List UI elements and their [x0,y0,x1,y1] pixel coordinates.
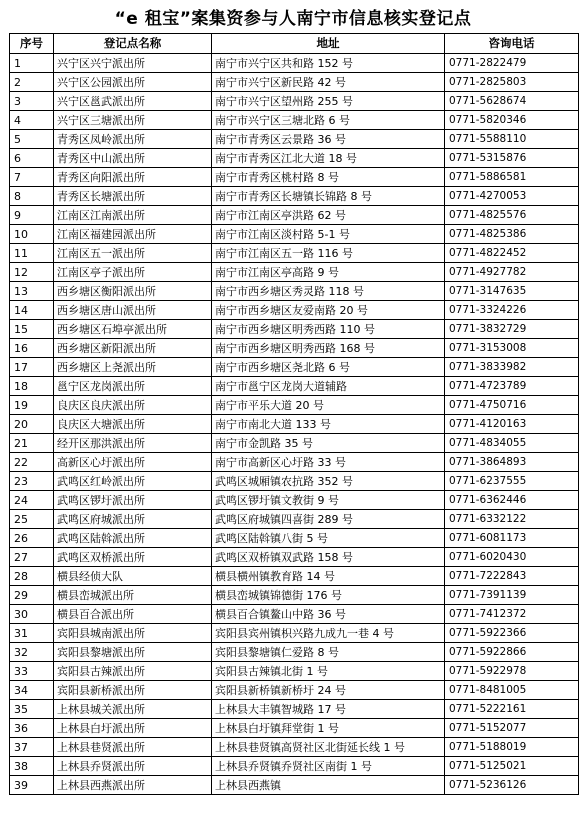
row-station-name: 横县峦城派出所 [54,586,212,605]
row-index: 20 [10,415,54,434]
row-index: 35 [10,700,54,719]
row-index: 1 [10,54,54,73]
row-index: 11 [10,244,54,263]
row-address: 南宁市青秀区江北大道 18 号 [212,149,445,168]
row-index: 14 [10,301,54,320]
row-phone: 0771-4825576 [445,206,579,225]
row-index: 10 [10,225,54,244]
row-index: 28 [10,567,54,586]
row-station-name: 宾阳县黎塘派出所 [54,643,212,662]
row-address: 宾阳县古辣镇北街 1 号 [212,662,445,681]
row-station-name: 西乡塘区唐山派出所 [54,301,212,320]
row-phone: 0771-5922366 [445,624,579,643]
row-address: 南宁市南北大道 133 号 [212,415,445,434]
row-index: 5 [10,130,54,149]
table-row [10,529,579,548]
row-phone: 0771-5125021 [445,757,579,776]
row-index: 26 [10,529,54,548]
row-phone: 0771-4270053 [445,187,579,206]
row-address: 南宁市青秀区桃村路 8 号 [212,168,445,187]
row-station-name: 高新区心圩派出所 [54,453,212,472]
row-phone: 0771-4927782 [445,263,579,282]
row-phone: 0771-5236126 [445,776,579,795]
row-phone: 0771-4822452 [445,244,579,263]
row-station-name: 横县经侦大队 [54,567,212,586]
row-address: 宾阳县黎塘镇仁爱路 8 号 [212,643,445,662]
row-phone: 0771-5922866 [445,643,579,662]
row-address: 南宁市西乡塘区尧北路 6 号 [212,358,445,377]
row-phone: 0771-5820346 [445,111,579,130]
registration-table [9,33,579,795]
row-phone: 0771-2822479 [445,54,579,73]
row-station-name: 青秀区向阳派出所 [54,168,212,187]
row-address: 上林县乔贤镇乔贤社区南街 1 号 [212,757,445,776]
row-address: 宾阳县宾州镇枳兴路九成九一巷 4 号 [212,624,445,643]
row-address: 南宁市金凯路 35 号 [212,434,445,453]
row-address: 宾阳县新桥镇新桥圩 24 号 [212,681,445,700]
row-index: 16 [10,339,54,358]
row-phone: 0771-3833982 [445,358,579,377]
row-index: 39 [10,776,54,795]
row-phone: 0771-2825803 [445,73,579,92]
row-address: 南宁市邕宁区龙岗大道辅路 [212,377,445,396]
row-index: 23 [10,472,54,491]
table-row [10,92,579,111]
row-address: 南宁市高新区心圩路 33 号 [212,453,445,472]
row-phone: 0771-6020430 [445,548,579,567]
row-station-name: 兴宁区公园派出所 [54,73,212,92]
row-index: 9 [10,206,54,225]
row-index: 15 [10,320,54,339]
row-index: 24 [10,491,54,510]
row-phone: 0771-6081173 [445,529,579,548]
table-row [10,225,579,244]
row-phone: 0771-6332122 [445,510,579,529]
document-title: “e 租宝”案集资参与人南宁市信息核实登记点 [114,9,472,29]
table-row [10,282,579,301]
table-row [10,339,579,358]
row-address: 南宁市西乡塘区明秀西路 168 号 [212,339,445,358]
header-index: 序号 [10,34,54,54]
row-station-name: 兴宁区邕武派出所 [54,92,212,111]
row-address: 上林县西燕镇 [212,776,445,795]
table-row [10,263,579,282]
table-row [10,624,579,643]
row-index: 22 [10,453,54,472]
row-phone: 0771-4825386 [445,225,579,244]
table-row [10,738,579,757]
row-station-name: 武鸣区锣圩派出所 [54,491,212,510]
table-header-row [10,34,579,54]
row-station-name: 青秀区凤岭派出所 [54,130,212,149]
table-row [10,719,579,738]
row-address: 南宁市兴宁区望州路 255 号 [212,92,445,111]
table-row [10,681,579,700]
table-row [10,548,579,567]
row-station-name: 上林县西燕派出所 [54,776,212,795]
row-phone: 0771-5188019 [445,738,579,757]
row-address: 南宁市兴宁区新民路 42 号 [212,73,445,92]
row-address: 南宁市江南区淡村路 5-1 号 [212,225,445,244]
header-phone: 咨询电话 [445,34,579,54]
row-address: 武鸣区府城镇四喜街 289 号 [212,510,445,529]
row-station-name: 邕宁区龙岗派出所 [54,377,212,396]
row-station-name: 兴宁区兴宁派出所 [54,54,212,73]
row-address: 上林县白圩镇拜堂街 1 号 [212,719,445,738]
row-address: 上林县巷贤镇高贤社区北街延长线 1 号 [212,738,445,757]
row-address: 横县峦城镇锦德街 176 号 [212,586,445,605]
row-address: 武鸣区锣圩镇文教街 9 号 [212,491,445,510]
table-row [10,54,579,73]
row-station-name: 上林县巷贤派出所 [54,738,212,757]
row-station-name: 江南区福建园派出所 [54,225,212,244]
row-station-name: 武鸣区红岭派出所 [54,472,212,491]
table-row [10,73,579,92]
table-row [10,396,579,415]
table-row [10,491,579,510]
row-phone: 0771-5886581 [445,168,579,187]
row-station-name: 江南区五一派出所 [54,244,212,263]
table-row [10,111,579,130]
table-row [10,301,579,320]
row-address: 南宁市西乡塘区明秀西路 110 号 [212,320,445,339]
row-index: 37 [10,738,54,757]
row-phone: 0771-5152077 [445,719,579,738]
table-row [10,472,579,491]
row-index: 36 [10,719,54,738]
table-row [10,510,579,529]
row-index: 34 [10,681,54,700]
row-index: 18 [10,377,54,396]
table-body [10,54,579,795]
row-address: 南宁市西乡塘区友爱南路 20 号 [212,301,445,320]
row-station-name: 良庆区良庆派出所 [54,396,212,415]
row-index: 30 [10,605,54,624]
row-station-name: 西乡塘区新阳派出所 [54,339,212,358]
header-name: 登记点名称 [54,34,212,54]
table-row [10,206,579,225]
row-station-name: 青秀区长塘派出所 [54,187,212,206]
row-station-name: 良庆区大塘派出所 [54,415,212,434]
row-station-name: 西乡塘区衡阳派出所 [54,282,212,301]
row-station-name: 江南区江南派出所 [54,206,212,225]
row-address: 南宁市江南区五一路 116 号 [212,244,445,263]
table-row [10,605,579,624]
row-index: 25 [10,510,54,529]
row-index: 2 [10,73,54,92]
table-row [10,434,579,453]
table-row [10,168,579,187]
row-address: 南宁市兴宁区三塘北路 6 号 [212,111,445,130]
row-phone: 0771-4834055 [445,434,579,453]
row-index: 3 [10,92,54,111]
row-phone: 0771-4120163 [445,415,579,434]
row-station-name: 横县百合派出所 [54,605,212,624]
row-station-name: 宾阳县城南派出所 [54,624,212,643]
row-index: 6 [10,149,54,168]
table-row [10,244,579,263]
table-row [10,643,579,662]
table-row [10,130,579,149]
table-row [10,453,579,472]
row-phone: 0771-3832729 [445,320,579,339]
row-address: 南宁市兴宁区共和路 152 号 [212,54,445,73]
table-row [10,586,579,605]
row-station-name: 武鸣区双桥派出所 [54,548,212,567]
row-phone: 0771-4723789 [445,377,579,396]
row-station-name: 武鸣区府城派出所 [54,510,212,529]
row-station-name: 青秀区中山派出所 [54,149,212,168]
row-address: 南宁市江南区亭洪路 62 号 [212,206,445,225]
row-station-name: 宾阳县新桥派出所 [54,681,212,700]
row-phone: 0771-7391139 [445,586,579,605]
row-index: 31 [10,624,54,643]
row-index: 7 [10,168,54,187]
row-station-name: 上林县城关派出所 [54,700,212,719]
row-phone: 0771-5222161 [445,700,579,719]
table-row [10,776,579,795]
row-address: 南宁市青秀区长塘镇长锦路 8 号 [212,187,445,206]
row-phone: 0771-3324226 [445,301,579,320]
row-index: 8 [10,187,54,206]
table-row [10,567,579,586]
row-address: 武鸣区双桥镇双武路 158 号 [212,548,445,567]
row-phone: 0771-6237555 [445,472,579,491]
row-index: 4 [10,111,54,130]
row-address: 横县横州镇教育路 14 号 [212,567,445,586]
row-index: 33 [10,662,54,681]
row-address: 南宁市江南区亭高路 9 号 [212,263,445,282]
row-address: 武鸣区陆斡镇八街 5 号 [212,529,445,548]
row-station-name: 经开区那洪派出所 [54,434,212,453]
table-row [10,700,579,719]
row-address: 南宁市西乡塘区秀灵路 118 号 [212,282,445,301]
row-station-name: 西乡塘区石埠亭派出所 [54,320,212,339]
row-address: 上林县大丰镇智城路 17 号 [212,700,445,719]
row-phone: 0771-5315876 [445,149,579,168]
row-station-name: 上林县白圩派出所 [54,719,212,738]
row-station-name: 上林县乔贤派出所 [54,757,212,776]
row-index: 21 [10,434,54,453]
row-station-name: 兴宁区三塘派出所 [54,111,212,130]
row-index: 32 [10,643,54,662]
row-index: 12 [10,263,54,282]
table-row [10,662,579,681]
table-row [10,149,579,168]
row-phone: 0771-7222843 [445,567,579,586]
row-phone: 0771-3864893 [445,453,579,472]
row-phone: 0771-4750716 [445,396,579,415]
row-address: 横县百合镇鳌山中路 36 号 [212,605,445,624]
row-index: 38 [10,757,54,776]
row-address: 南宁市青秀区云景路 36 号 [212,130,445,149]
table-row [10,320,579,339]
header-address: 地址 [212,34,445,54]
row-phone: 0771-3153008 [445,339,579,358]
row-phone: 0771-6362446 [445,491,579,510]
row-phone: 0771-5628674 [445,92,579,111]
row-phone: 0771-5922978 [445,662,579,681]
row-phone: 0771-3147635 [445,282,579,301]
row-index: 29 [10,586,54,605]
table-row [10,415,579,434]
row-index: 19 [10,396,54,415]
table-row [10,187,579,206]
row-station-name: 武鸣区陆斡派出所 [54,529,212,548]
row-station-name: 江南区亭子派出所 [54,263,212,282]
row-phone: 0771-7412372 [445,605,579,624]
row-index: 27 [10,548,54,567]
row-index: 17 [10,358,54,377]
table-row [10,757,579,776]
row-phone: 0771-8481005 [445,681,579,700]
row-address: 南宁市平乐大道 20 号 [212,396,445,415]
row-station-name: 宾阳县古辣派出所 [54,662,212,681]
row-address: 武鸣区城厢镇农抗路 352 号 [212,472,445,491]
row-phone: 0771-5588110 [445,130,579,149]
table-row [10,377,579,396]
row-index: 13 [10,282,54,301]
table-row [10,358,579,377]
row-station-name: 西乡塘区上尧派出所 [54,358,212,377]
